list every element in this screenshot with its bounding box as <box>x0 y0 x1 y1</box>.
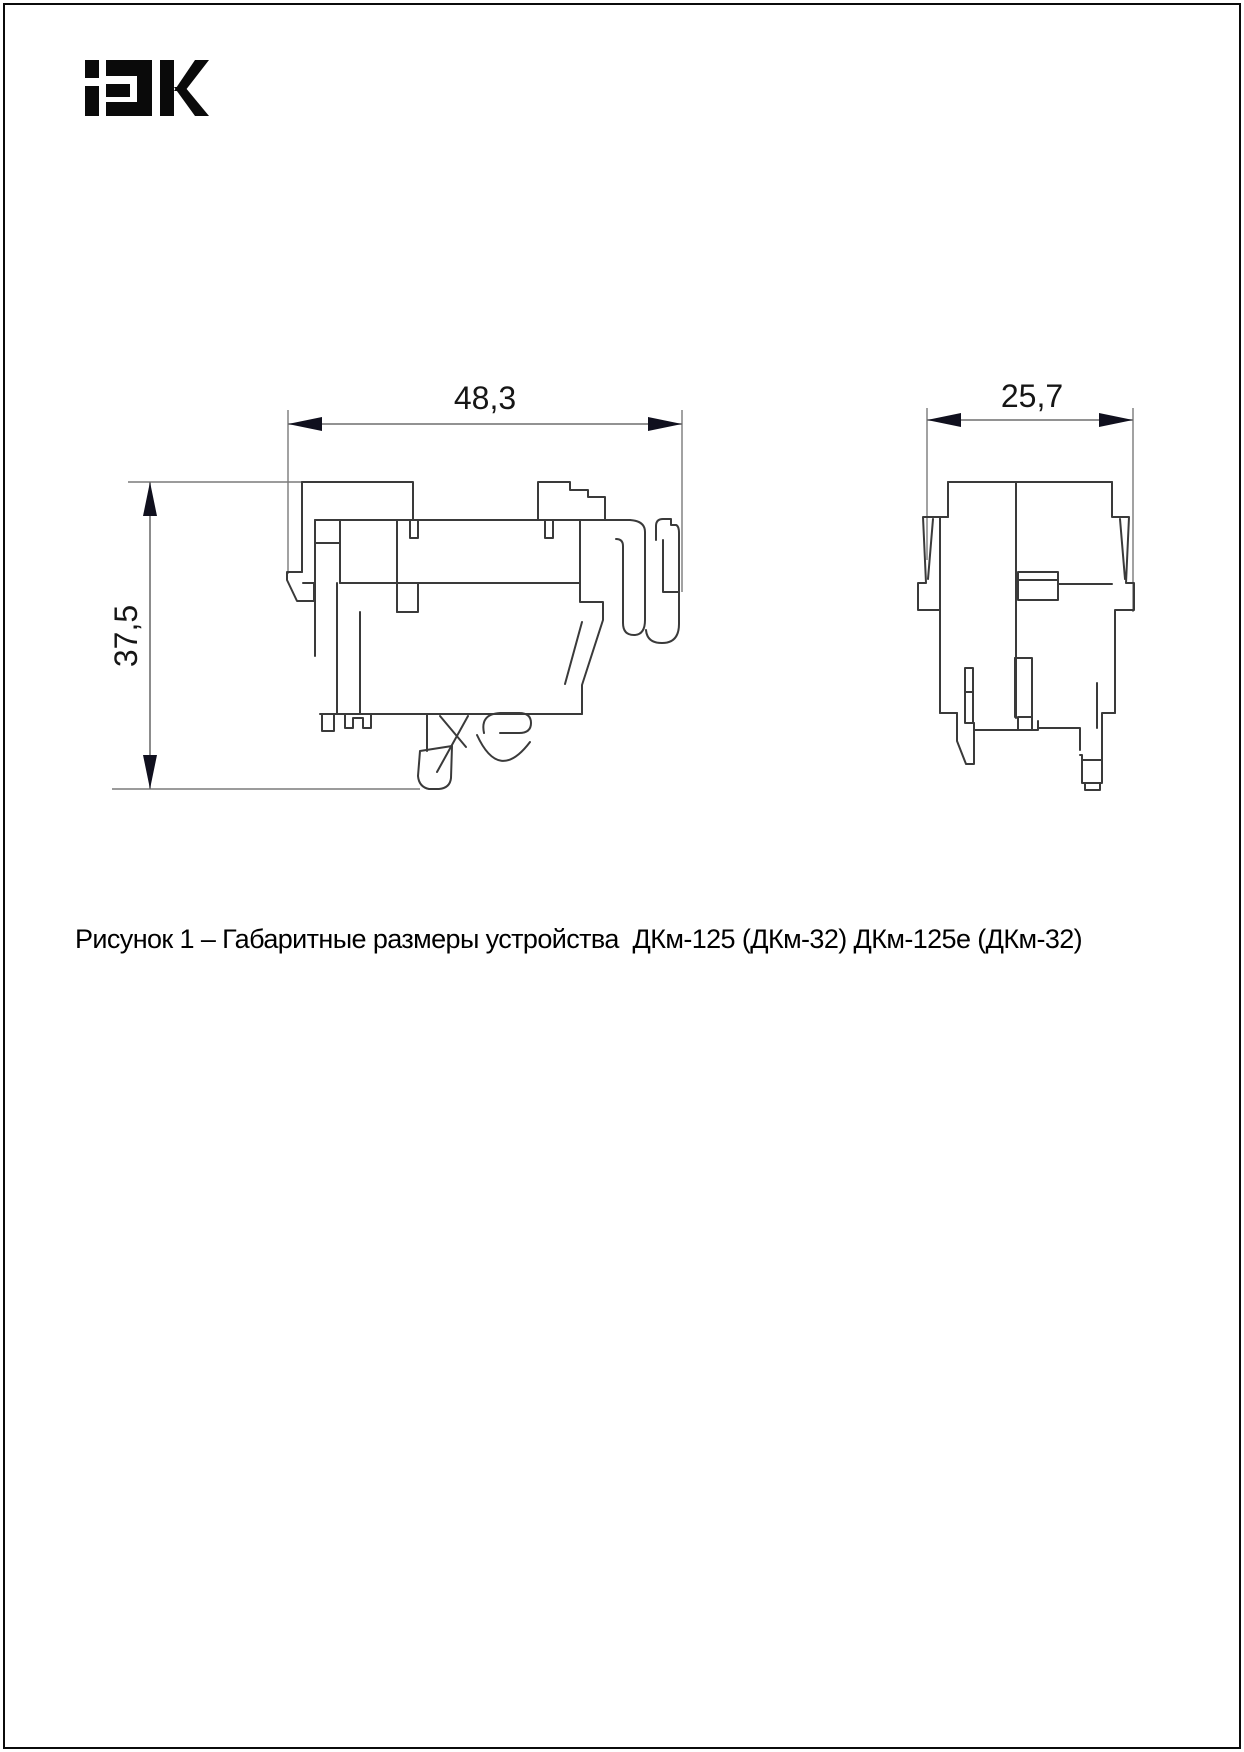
front-button <box>1018 572 1058 600</box>
arrowhead-left <box>927 413 961 427</box>
rear-hook <box>616 520 645 635</box>
drawing-line <box>580 583 603 714</box>
drawing-line <box>287 572 314 601</box>
drawing-line <box>1018 717 1032 730</box>
drawing-line <box>322 714 334 731</box>
drawing-line <box>1120 519 1125 579</box>
drawing-line <box>663 540 679 592</box>
drawing-line <box>1038 728 1080 750</box>
drawing-line <box>410 520 418 538</box>
side-view-drawing <box>287 482 679 789</box>
drawing-line <box>565 622 582 684</box>
drawing-line <box>345 714 371 728</box>
arrowhead-left <box>288 417 322 431</box>
dimension-label-height: 37,5 <box>108 604 144 668</box>
arrowhead-up <box>143 482 157 516</box>
rear-finger <box>656 519 679 598</box>
bottom-pin <box>1015 658 1032 717</box>
arrowhead-right <box>1099 413 1133 427</box>
drawing-line <box>646 598 679 643</box>
drawing-line <box>302 482 413 520</box>
drawing-line <box>1085 783 1100 790</box>
figure-caption: Рисунок 1 – Габаритные размеры устройства ДКм-125 (ДКм-32) ДКм-125е (ДКм-32) <box>75 924 1083 954</box>
arrowhead-down <box>143 755 157 789</box>
dimension-front-view-width <box>927 378 1133 612</box>
dimension-height <box>108 482 420 789</box>
latch-spring-arc <box>477 735 530 761</box>
dimension-label-side-width: 48,3 <box>453 380 517 416</box>
drawing-line <box>397 583 418 612</box>
drawing-line <box>974 723 1018 730</box>
drawing-line <box>545 520 553 538</box>
din-clip-right <box>1112 482 1134 713</box>
latch-hook <box>483 713 531 733</box>
drawing-line <box>538 482 605 520</box>
dimension-label-front-width: 25,7 <box>1000 378 1064 414</box>
bottom-pin <box>965 668 973 723</box>
drawing-line <box>928 519 933 579</box>
arrowhead-right <box>648 417 682 431</box>
front-view-drawing <box>918 482 1134 790</box>
